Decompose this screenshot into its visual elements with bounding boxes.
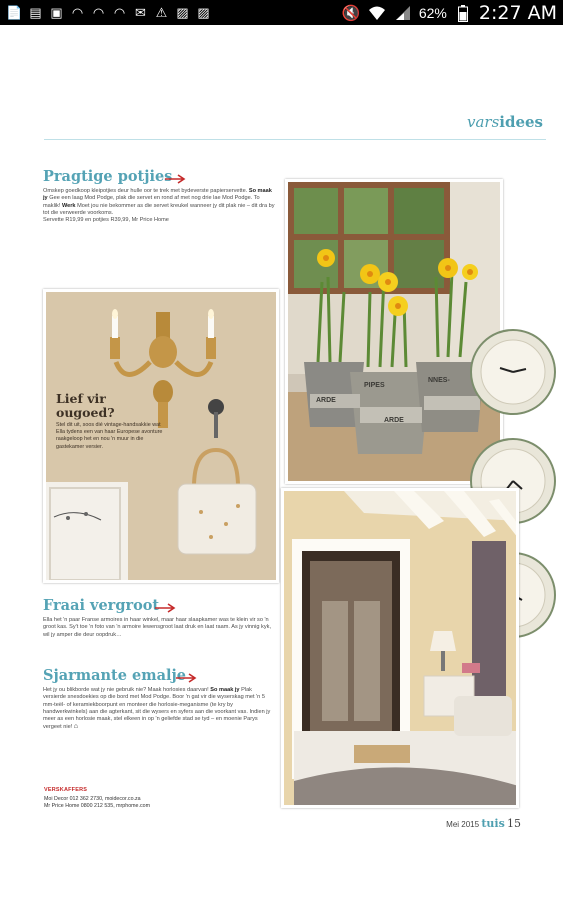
emalje-heading: Sjarmante emalje [43, 667, 186, 684]
supplier-line-2: Mr Price Home 0800 212 535, mrphome.com [44, 803, 150, 809]
footer-magazine: tuis [481, 817, 505, 830]
potjies-heading: Pragtige potjies [43, 168, 173, 185]
pot-label-2: ARDE [316, 397, 336, 404]
image-icon: ▣ [50, 4, 63, 20]
mail-icon: ✉ [135, 4, 146, 20]
page-footer [446, 817, 521, 830]
oudgoed-heading [56, 392, 115, 420]
oudgoed-heading-line-2: ougoed? [56, 405, 115, 420]
heading-rule [44, 139, 546, 140]
magazine-page[interactable] [0, 25, 563, 900]
potjies-text-1: Omskep goedkoop kleipotjies deur hulle oor te trek met bydeverste papierservette. [43, 188, 248, 194]
vergroot-text: Ella het 'n paar Franse armoires in haar winkel, maar haar slaapkamer was te klein vir so 'n groot kas. Sy't toe 'n foto van 'n armoire lewensgroot laat druk en laat raam. As jy vinnig kyk, wil jy amper die deur oopdruk… [43, 617, 271, 638]
house-icon: ⌂ [73, 723, 79, 731]
emalje-text [43, 687, 273, 732]
pot-label-1: PIPES [364, 382, 385, 389]
battery-icon [453, 3, 473, 23]
system-icons [341, 2, 557, 24]
clock: 2:27 AM [478, 2, 557, 24]
vergroot-heading: Fraai vergroot [43, 597, 160, 614]
potjies-text-2: Gee een laag Mod Podge, plak die servet en rond af met nog drie lae Mod Podge. To maklik! [43, 195, 260, 209]
battery-percent: 62% [418, 5, 447, 21]
bedroom-illustration [284, 491, 519, 808]
section-heading [467, 113, 543, 131]
arrow-right-icon [165, 174, 187, 184]
bedroom-armoire-photo [281, 488, 519, 808]
potjies-make-label: So maak jy [43, 188, 272, 202]
footer-date: Mei 2015 [446, 820, 480, 829]
clock-plate-1 [470, 329, 556, 415]
oudgoed-text: Stel dit uit, soos dié vintage-handsakkie wat Ella tydens een van haar Europese avonture raakgeloop het en nou 'n muur in die gastekamer versier. [56, 422, 163, 450]
warning-icon: ⚠ [155, 4, 168, 20]
file-icon: 📄 [6, 4, 23, 20]
status-bar [0, 0, 563, 25]
dish-icon: ◠ [113, 4, 126, 20]
pot-label-3: NNES- [428, 377, 450, 384]
supplier-line-1: Moi Decor 012 362 2730, moidecor.co.za [44, 796, 141, 802]
page-number: 15 [507, 817, 521, 830]
emalje-text-2: Plak versierde snesdoekies op die bord met Mod Podge. Boor 'n gat vir die wyserskag met 'n 5 mm-teël- of keramiekboorpunt en monteer die horlosie-meganisme (te kry by handwerkwinkels) aan die agterkant, sit die wysers en syfers aan die voorkant vas. Indien jy meer as een horlosie maak, stel elkeen in op 'n geliefde stad se tyd – en moenie Parys vergeet nie! [43, 687, 271, 731]
dish-icon: ◠ [92, 4, 105, 20]
potjies-text [43, 188, 275, 224]
notification-icons [6, 4, 212, 20]
pot-label-4: ARDE [384, 417, 404, 424]
emalje-text-1: Het jy ou blikborde wat jy nie gebruik nie? Maak horlosies daarvan! [43, 687, 209, 693]
potjies-text-3: Moet jou nie bekommer as die servet kreukel wanneer jy dit plak nie – dit dra by tot die verweerde voorkoms. [43, 202, 275, 216]
arrow-right-icon [176, 673, 198, 683]
emalje-make-label: So maak jy [210, 687, 240, 693]
arrow-right-icon [155, 603, 177, 613]
suppliers-heading: VERSKAFFERS [44, 787, 88, 793]
mute-icon: 🔇 [341, 4, 361, 22]
oudgoed-heading-line-1: Lief vir [56, 391, 106, 406]
dish-icon: ◠ [71, 4, 84, 20]
section-heading-bold: idees [499, 113, 543, 131]
wall-lamp-photo [43, 289, 279, 583]
document-icon: ▤ [29, 4, 42, 20]
section-heading-italic: vars [466, 113, 500, 131]
bag-icon: ▨ [176, 4, 189, 20]
signal-icon [393, 3, 413, 23]
wifi-icon [367, 3, 387, 23]
bag-icon: ▨ [197, 4, 210, 20]
potjies-text-4: Servette R19,99 en potjies R39,99, Mr Price Home [43, 217, 169, 224]
potjies-werk-label: Werk [61, 202, 76, 209]
